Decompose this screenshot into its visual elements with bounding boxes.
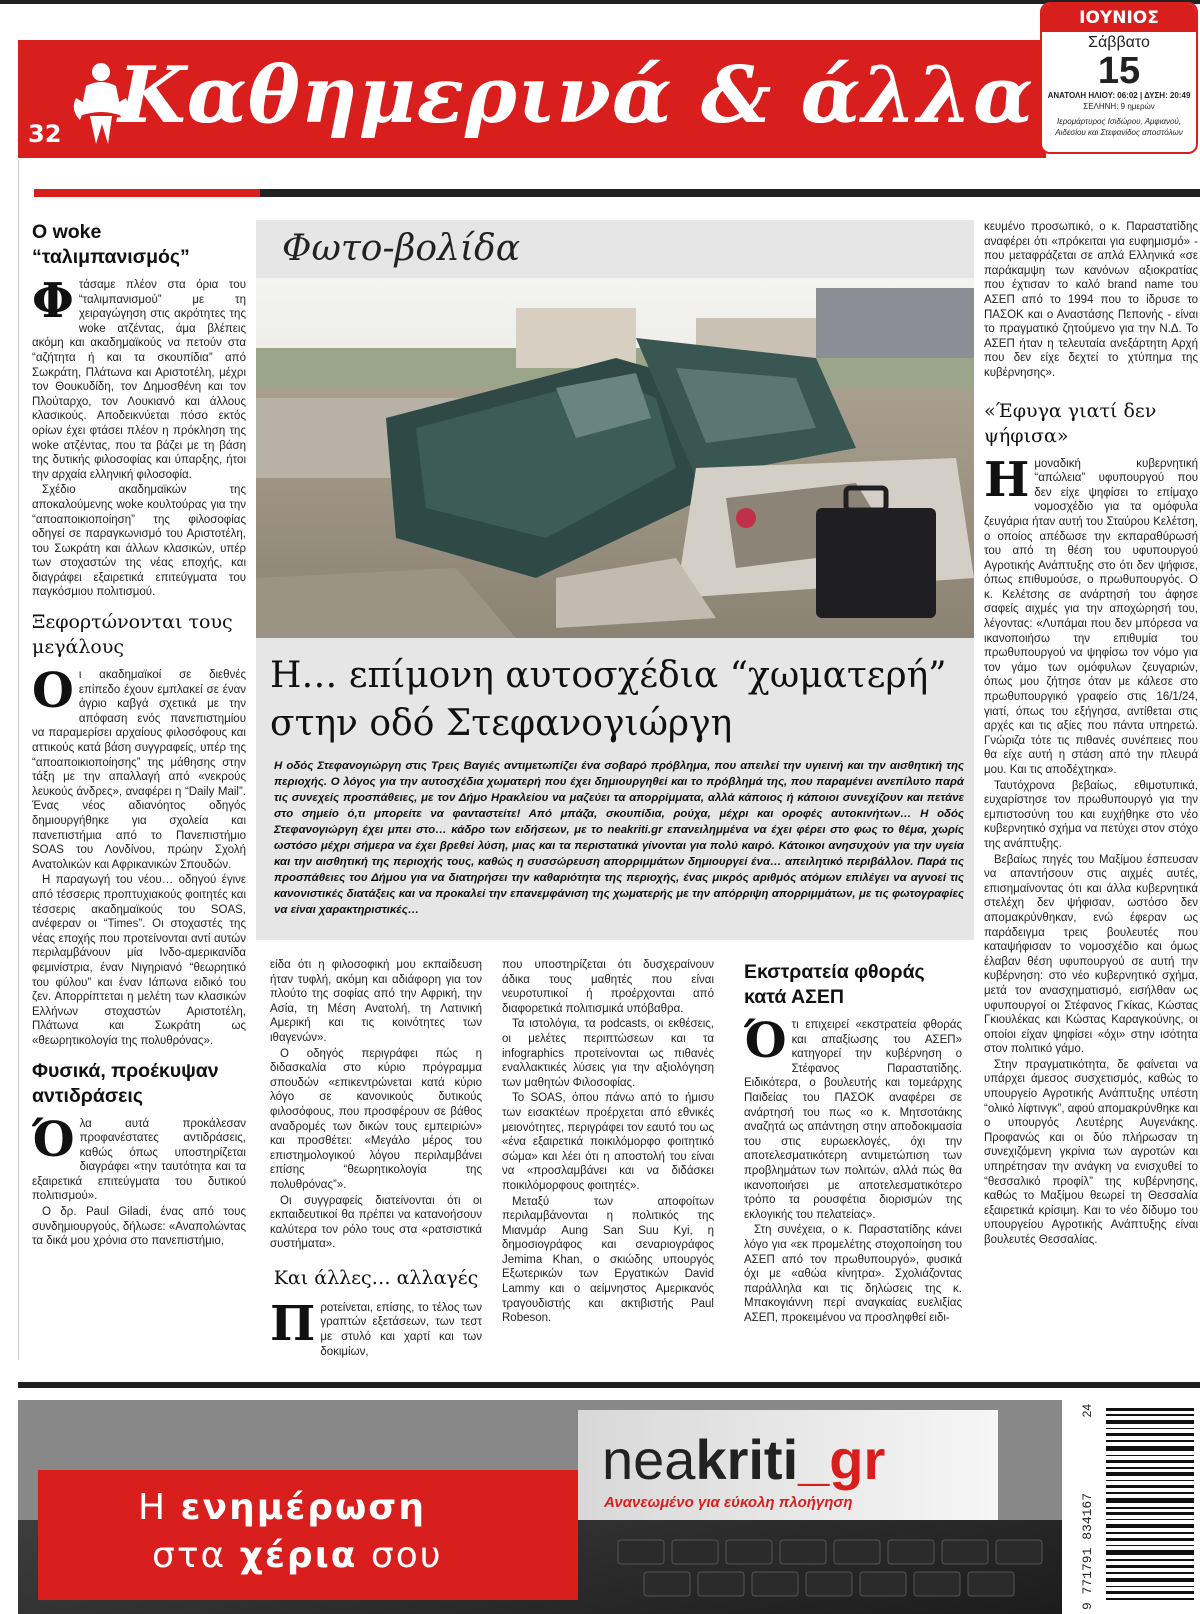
date-weekday: Σάββατο [1088,34,1150,51]
page-number: 32 [28,120,62,148]
date-box [1040,2,1198,154]
article-paragraph: Φτάσαμε πλέον στα όρια του “ταλιμπανισμού” με τη χειραγώγηση στις ακρότητες της woke ατζέντας, άμα βλέπεις ακόμη και ακαδημαϊκούς να πετούν στα “αζήτητα ή και τα σκουπίδια” από Σωκράτη, Πλάτωνα και Αριστοτέλη, μέχρι τον Θουκυδίδη, τον Δημοσθένη και τον Πλούταρχο, τον Λουκιανό και άλλους κλασικούς. Αποδεικνύεται πόσο εκτός ορίων έχει φτάσει πλέον η πρόκληση της woke ατζέντας, που τα βάζει με τη βάση της δυτικής φιλοσοφίας και ύπαρξης, ήτοι την αρχαία ελληνική φιλοσοφία. [32,273,246,481]
article-heading-reactions: Φυσικά, προέκυψαν αντιδράσεις [32,1059,219,1107]
article-paragraph: Μεταξύ των αποφοίτων περιλαμβάνονται η πολιτικός της Μιανμάρ Aung San Suu Kyi, η δημοσιογράφος και σεναριογράφος Jemima Khan, ο σκιώδης υπουργός Εξωτερικών των Εργατικών David Lammy και ο αείμνηστος Αμερικανός τραγουδιστής και ακτιβιστής Paul Robeson. [502,1195,714,1325]
date-month: ΙΟΥΝΙΟΣ [1042,4,1196,32]
article-paragraph: Ταυτόχρονα βεβαίως, εθιμοτυπικά, ευχαρίστησε τον πρωθυπουργό για την εμπιστοσύνη του και ευχήθηκε στο νέο κυβερνητικό σχήμα να πετύχει στον στόχο της ανάπτυξης. [984,779,1198,850]
date-saints: Ιερομάρτυρος Ισιδώρου, Αμφιανού, Αιδεσίου και Στεφανίδος αποστόλων [1055,117,1183,137]
ad-tagline: Ανανεωμένο για εύκολη πλοήγηση [604,1494,853,1511]
left-column [32,216,246,1364]
bottom-rule [18,1382,1200,1388]
article-paragraph: Ότι επιχειρεί «εκστρατεία φθοράς και απαξίωσης του ΑΣΕΠ» κατηγορεί την κυβέρνηση ο Στέφανος Παραστατίδης. Ειδικότερα, ο βουλευτής και τομεάρχης Παιδείας του ΠΑΣΟΚ αναφέρει σε ανάρτησή του πως «ο κ. Μητσοτάκης αναζητά ως απάντηση στην απoδοκιμασία του στις ευρωεκλογές, όχι την αποτελεσματικότερη αντιμετώπιση των προβλημάτων των πολιτών, αλλά πώς θα ικανοποιήσει με αποτελεσματικότερο τρόπο τα ρουσφέτια διορισμών της εκλογικής του πελατείας». [744,1013,962,1221]
feature-section-label: Φωτο-βολίδα [282,228,521,269]
ad-slogan: Η ενημέρωση στα χέρια σου [138,1487,443,1576]
feature-photo-dump-site [256,278,974,638]
article-paragraph: που υποστηρίζεται ότι δυσχεραίνουν άδικα τους μαθητές που είναι νευροτυπικοί ή προέρχονται από διαφορετικά πολιτισμικά υπόβαθρα. [502,959,714,1015]
article-heading-unloading-greats: Ξεφορτώνονται τους μεγάλους [32,611,233,659]
feature-headline: Η… επίμονη αυτοσχέδια “χωματερή” στην οδό Στεφανογιώργη [270,655,947,744]
right-column [984,220,1198,1364]
section-rule-red [34,189,260,197]
article-paragraph: Όλα αυτά προκάλεσαν προφανέστατες αντιδράσεις, καθώς όπως υποστηρίζεται διαγράφει «την ταυτότητα και τα εξαιρετικά επιτεύγματα του δυτικού πολιτισμού». [32,1111,246,1203]
masthead-banner [18,40,1046,158]
article-paragraph: Σχέδιο ακαδημαϊκών της αποκαλούμενης woke κουλτούρας για την “αποαποικιοποίηση” της φιλοσοφίας οδηγεί σε παραγκωνισμό του Αριστοτέλη, του Σωκράτη και άλλων κλασικών, υπέρ των στοχαστών της νέας εποχής, και διαγράφει εξαιρετικά επιτεύγματα του παγκόσμιου πολιτισμού. [32,484,246,599]
drop-cap: Ο [32,663,74,720]
date-moon: ΣΕΛΗΝΗ: 9 ημερών [1083,102,1155,111]
section-rule-dark [260,189,1200,197]
ad-brand-logo: neakriti_gr [602,1428,886,1491]
article-paragraph: Ο οδηγός περιγράφει πώς η διδασκαλία στο κύριο πρόγραμμα σπουδών «επικεντρώνεται κατά κύριο λόγο σε κανονικούς δυτικούς φιλοσόφους, που προσφέρουν σε βάθος αναδρομές των δικών τους εμπειριών» και προσθέτει: «Μεγάλο μέρος του επιστημολογικού λόγου περιλαμβάνει επίσης “θεωρητικολογία της πολυθρόνας”». [270,1047,482,1191]
top-rule [0,0,1200,4]
article-paragraph: Ο δρ. Paul Giladi, ένας από τους συνδημιουργούς, δήλωσε: «Αναπολώντας τα δικά μου χρόνια στο πανεπιστήμιο, [32,1206,246,1248]
article-paragraph: Ημοναδική κυβερνητική “απώλεια” υφυπουργού που δεν είχε ψηφίσει το επίμαχο νομοσχέδιο για τα ομόφυλα ζευγάρια ήταν αυτή του Σταύρου Κελέτση, ο οποίος απέδωσε την εκπαραθύρωσή του από τη θέση του υφυπουργού Αγροτικής Ανάπτυξης στο ότι δεν ψήφισε, όπως επιθυμούσε, ο πρωθυπουργός. Ο κ. Κελέτσης σε ανάρτησή του άφησε σαφείς αιχμές για την αποχώρησή του, λέγοντας: «Λυπάμαι που δεν μπόρεσα να ικανοποιήσω την επιθυμία του πρωθυπουργού να ψηφίσω τον νόμο για τον γάμο των ομόφυλων ζευγαριών, όπως μου ζήτησε όταν με κάλεσε στο πρωθυπουργικό γραφείο στις 16/1/24, γιατί, όπως του εξήγησα, αντίθεται στις αρχές και τις αξίες που πάντα υπηρετώ. Γνώριζα τότε τις πιθανές συνέπειες που θα είχε αυτή η στάση από την πλευρά μου. Και τις αποδέχτηκα». [984,451,1198,776]
neakriti-advertisement[interactable] [18,1400,1062,1614]
article-paragraph: Οι συγγραφείς διατείνονται ότι οι εκπαιδευτικοί θα πρέπει να κατανοήσουν καλύτερα τον ρόλο τους στα «ρατσιστικά συστήματα». [270,1194,482,1251]
article-paragraph: Το SOAS, όπου πάνω από το ήμισυ των εισακτέων προέρχεται από εθνικές μειονότητες, περιγράφει τον εαυτό του ως «ένα εξαιρετικά ποικιλόμορφο φοιτητικό σώμα» και λέει ότι η αποστολή του είναι να «προσλαμβάνει και να διδάσκει ποικιλόμορφους φοιτητές». [502,1092,714,1192]
drop-cap: Ό [32,1111,75,1168]
drop-cap: Φ [32,273,74,329]
drop-cap: Η [984,451,1030,508]
drop-cap: Ό [744,1013,787,1069]
article-heading-other-changes: Και άλλες… αλλαγές [273,1266,479,1289]
article-heading-asep-campaign: Εκστρατεία φθοράς κατά ΑΣΕΠ [744,961,925,1008]
drop-cap: Π [270,1295,316,1352]
article-paragraph: Στην πραγματικότητα, δε φαίνεται να υπάρχει άμεσος συσχετισμός, καθώς το υπουργείο Αγροτικής Ανάπτυξης υπέστη “ολικό λίφτινγκ”, αφού απομακρύνθηκε και ο υπουργός Λευτέρης Αυγενάκης. Προφανώς και οι δύο πλήρωσαν τη συνεχιζόμενη γκρίνια των αγροτών και υπηρέτησαν την ανάγκη να ενισχυθεί το “θεσσαλικό προφίλ” της κυβέρνησης, καθώς το Μαξίμου θεωρεί τη Θεσσαλία εξαιρετικά κρίσιμη. Και το νέο δίδυμο του υπουργείου Αγροτικής Ανάπτυξης είναι βουλευτές Θεσσαλίας. [984,1058,1198,1246]
barcode-issue-number: 24 [1080,1404,1094,1418]
column-two [270,958,482,1362]
feature-lead-paragraph: Η οδός Στεφανογιώργη στις Τρεις Βαγιές αντιμετωπίζει ένα σοβαρό πρόβλημα, που απειλεί την υγιεινή και την αισθητική της περιοχής. Ο λόγος για την αυτοσχέδια χωματερή που έχει δημιουργηθεί και το πρόβλημά της, που παραμένει ανεπίλυτο παρά τις συνεχείς προσπάθειες, με τον Δήμο Ηρακλείου να μαζεύει τα απορρίμματα, αλλά κάποιος ή κάποιοι συνεχίζουν και πετάνε στο σημείο ό,τι μπορείτε να φανταστείτε! Από μπάζα, σκουπίδια, ρούχα, μέχρι και οροφές αυτοκινήτων… Η οδός Στεφανογιώργη έχει μπει στο… κάδρο των ειδήσεων, με το neakriti.gr επανειλημμένα να έχει φέρει στο φως το θέμα, χωρίς ωστόσο μέχρι σήμερα να έχει βρεθεί λύση, μιας και τα περιστατικά γίνονται για πολύ καιρό. Κάτοικοι ανησυχούν για την υγεία και την αισθητική της περιοχής τους, καθώς η συσσώρευση απορριμμάτων δημιουργεί ένα… απειλητικό περιβάλλον. Παρά τις προσπάθειες του Δήμου για να διατηρήσει την καθαριότητα της περιοχής, ένας μικρός αριθμός ατόμων επιλέγει να αγνοεί τις κανονιστικές διατάξεις και να προκαλεί την επανεμφάνιση της χωματερής με την απόρριψη απορριμμάτων, με τις φωτογραφίες να είναι χαρακτηριστικές… [274,760,964,916]
article-paragraph: Βεβαίως πηγές του Μαξίμου έσπευσαν να απαντήσουν στις αιχμές αυτές, επισημαίνοντας ότι και άλλα κυβερνητικά στελέχη δεν ψήφισαν, ωστόσο δεν απομακρύνθηκαν, ενώ έφεραν ως παράδειγμα τρεις βουλευτές που καταψήφισαν το νομοσχέδιο και όμως έλαβαν θέση υφυπουργού σε αυτή την κυβέρνηση: στο νέο κυβερνητικό σχήμα, μετά τον ανασχηματισμό, εισήλθαν ως υφυπουργοί οι Στέφανος Γκίκας, Κώστας Γκιουλέκας και Κώστας Καραγκούνης, οι οποίοι είχαν ψηφίσει «όχι» στην ισότητα στον πολιτικό γάμο. [984,853,1198,1056]
article-heading-left-not-voted: «Έφυγα γιατί δεν ψήφισα» [984,399,1157,447]
article-paragraph: Προτείνεται, επίσης, το τέλος των γραπτών εξετάσεων, των τεστ με στυλό και χαρτί και των δοκιμίων, [270,1295,482,1358]
article-paragraph: κευμένο προσωπικό, ο κ. Παραστατίδης αναφέρει ότι «πρόκειται για ευφημισμό» - που μεταφράζεται σε απλά Ελληνικά «σε παράκαμψη των κανόνων αξιοκρατίας που έχτισαν το καλό brand name του ΑΣΕΠ από το 1994 που το ίδρυσε το ΠΑΣΟΚ και ο Αναστάσης Πεπονής - είναι το πραγματικό ζητούμενο για την Ν.Δ. Το ΑΣΕΠ ήταν η τελευταία ανεξάρτητη Αρχή που δεν είχε δεχτεί το χτύπημα της κυβέρνησης». [984,221,1198,379]
barcode-digits: 9 771791 834167 [1080,1492,1095,1610]
article-paragraph: Η παραγωγή του νέου… οδηγού έγινε από τέσσερις προπτυχιακούς φοιτητές και τέσσερις ακαδημαϊκούς του SOAS, ανέφεραν οι “Times”. Οι στοχαστές της νέας εποχής που προτείνονται αντί αυτών περιλαμβάνουν μία Ινδο-αμερικανίδα φεμινίστρια, έναν Νιγηριανό “θεωρητικό του φύλου” και έναν Ιάπωνα ειδικό του ζεν. Απορρίπτεται η μελέτη των κλασικών Ελλήνων στοχαστών Αριστοτέλη, Πλάτωνα και Σωκράτη ως «θεωρητικολογία της πολυθρόνας». [32,874,246,1047]
photo-feature-block [256,220,974,940]
date-sun-times: ΑΝΑΤΟΛΗ ΗΛΙΟΥ: 06:02 | ΔΥΣΗ: 20:49 [1047,91,1191,100]
left-margin-rule [18,160,19,1360]
article-heading-woke: Ο woke “ταλιμπανισμός” [32,221,190,268]
column-three [502,958,714,1362]
article-paragraph: είδα ότι η φιλοσοφική μου εκπαίδευση ήταν τυφλή, ακόμη και αδιάφορη για τον πλούτο της σοφίας από την Αφρική, την Ασία, τη Μέση Ανατολή, τη Λατινική Αμερική και τις κοινότητες των ιθαγενών». [270,959,482,1044]
article-paragraph: Τα ιστολόγια, τα podcasts, οι εκθέσεις, οι μελέτες περιπτώσεων και τα infographics προτείνονται ως πιθανές εναλλακτικές λύσεις για την αξιολόγηση των μαθητών Φιλοσοφίας. [502,1018,714,1089]
masthead-title: Καθημερινά & άλλα [118,50,1034,141]
date-day-number: 15 [1097,50,1141,92]
column-four [744,958,962,1362]
article-paragraph: Στη συνέχεια, ο κ. Παραστατίδης κάνει λόγο για «εκ προμελέτης στοχοποίηση του ΑΣΕΠ από τον πρωθυπουργό», φυσικά όχι με «αθώα κίνητρα». Σχολιάζοντας παράλληλα και τις δηλώσεις της κ. Μπακογιάννη περί αναγκαίας ευελιξίας ΑΣΕΠ, προκειμένου να προσληφθεί ειδι- [744,1224,962,1324]
barcode [1072,1400,1200,1614]
article-paragraph: Οι ακαδημαϊκοί σε διεθνές επίπεδο έχουν εμπλακεί σε έναν άγριο καβγά σχετικά με την απόφαση ενός πανεπιστημίου να παραμερίσει αρχαίους φιλοσόφους και αττικούς κατά βάση συγγραφείς, υπέρ της “αποαποικιοποίησης” της μάθησης στην τάξη με την απαλλαγή από «νεκρούς λευκούς άνδρες», αναφέρει η “Daily Mail”. Ένας νέος αδιανόητος οδηγός δημιουργήθηκε για σχολεία και πανεπιστήμια από το Πανεπιστήμιο SOAS του Λονδίνου, πρώην Σχολή Ανατολικών και Αφρικανικών Σπουδών. [32,663,246,871]
